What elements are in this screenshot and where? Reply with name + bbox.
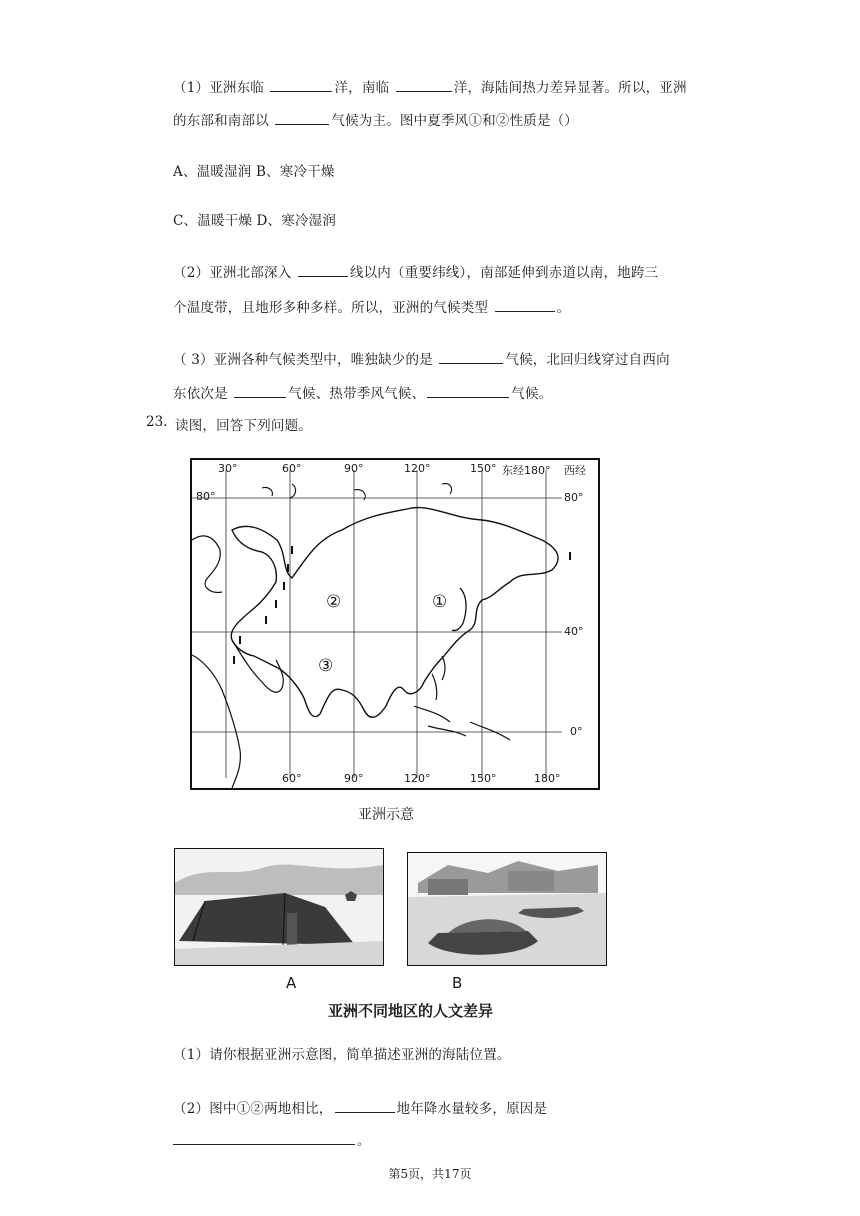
asia-map-graphic xyxy=(192,460,598,788)
text: 地年降水量较多，原因是 xyxy=(396,1101,548,1117)
lon-label: 东经180° xyxy=(502,464,551,477)
lon-label: 120° xyxy=(404,772,431,785)
map-graticule xyxy=(192,470,562,778)
sea-islands xyxy=(414,656,510,740)
lon-label: 西经 xyxy=(564,464,586,477)
question-number: 23. xyxy=(146,414,168,430)
text: 线以内（重要纬线），南部延伸到赤道以南，地跨三 xyxy=(349,265,659,281)
marker-3: ③ xyxy=(318,656,334,676)
asia-coastline xyxy=(231,508,558,718)
q22-part2-line1 xyxy=(173,261,658,281)
lon-label: 180° xyxy=(534,772,561,785)
lat-label: 40° xyxy=(564,625,584,638)
question-prompt: 读图，回答下列问题。 xyxy=(175,418,312,434)
q22-options-cd: C、温暖干燥 D、寒冷湿润 xyxy=(173,213,337,229)
lon-label: 90° xyxy=(344,462,364,475)
q23-sub2-line1 xyxy=(173,1097,547,1117)
q22-options-ab: A、温暖湿润 B、寒冷干燥 xyxy=(173,164,335,180)
lon-label: 150° xyxy=(470,462,497,475)
text: 东依次是 xyxy=(173,386,233,402)
text: 。 xyxy=(357,1133,371,1149)
text: （1）亚洲东临 xyxy=(173,80,269,96)
europe-outline xyxy=(192,536,222,592)
answer-blank[interactable] xyxy=(173,1132,355,1145)
text: （2）亚洲北部深入 xyxy=(173,265,296,281)
lon-label: 90° xyxy=(344,772,364,785)
lon-label: 120° xyxy=(404,462,431,475)
text: 个温度带，且地形多种多样。所以，亚洲的气候类型 xyxy=(173,300,493,316)
text: 。 xyxy=(556,300,571,316)
answer-blank[interactable] xyxy=(495,299,555,312)
photos-caption: 亚洲不同地区的人文差异 xyxy=(328,1002,494,1020)
page-footer: 第5页，共17页 xyxy=(388,1167,472,1181)
text: （ 3）亚洲各种气候类型中，唯独缺少的是 xyxy=(173,352,438,368)
text: 洋，海陆间热力差异显著。所以，亚洲 xyxy=(453,80,687,96)
answer-blank[interactable] xyxy=(427,385,509,398)
q23-sub1: （1）请你根据亚洲示意图，简单描述亚洲的海陆位置。 xyxy=(173,1047,511,1063)
text: 气候，北回归线穿过自西向 xyxy=(505,352,670,368)
answer-blank[interactable] xyxy=(270,79,332,92)
q22-part1-line1 xyxy=(173,76,687,96)
q22-part1-line2 xyxy=(173,109,578,129)
text: 气候为主。图中夏季风①和②性质是（） xyxy=(331,113,579,129)
africa-outline xyxy=(192,655,240,788)
answer-blank[interactable] xyxy=(275,112,329,125)
text: （2）图中①②两地相比， xyxy=(173,1101,333,1117)
arctic-islands xyxy=(262,484,452,500)
photo-b-water-village xyxy=(407,852,607,966)
lon-label: 60° xyxy=(282,772,302,785)
text: 的东部和南部以 xyxy=(173,113,274,129)
text: 洋，南临 xyxy=(334,80,394,96)
lon-label: 60° xyxy=(282,462,302,475)
tent-illustration xyxy=(175,849,383,965)
q22-part3-line2 xyxy=(173,382,552,402)
photo-a-label: A xyxy=(286,974,297,992)
lat-label: 0° xyxy=(570,725,583,738)
marker-1: ① xyxy=(432,592,448,612)
photo-b-label: B xyxy=(452,974,463,992)
answer-blank[interactable] xyxy=(396,79,452,92)
text: 气候、热带季风气候、 xyxy=(288,386,426,402)
answer-blank[interactable] xyxy=(439,351,503,364)
q22-part3-line1 xyxy=(173,348,670,368)
marker-2: ② xyxy=(326,592,342,612)
answer-blank[interactable] xyxy=(234,385,286,398)
answer-blank[interactable] xyxy=(335,1100,395,1113)
lon-label: 150° xyxy=(470,772,497,785)
answer-blank[interactable] xyxy=(298,264,348,277)
text: 气候。 xyxy=(511,386,553,402)
asia-map xyxy=(190,458,600,790)
boat-illustration xyxy=(408,853,606,965)
japan-outline xyxy=(452,588,466,631)
photo-a-nomad-tent xyxy=(174,848,384,966)
q23-sub2-line2 xyxy=(173,1129,371,1149)
lat-label: 80° xyxy=(564,491,584,504)
lon-label: 30° xyxy=(218,462,238,475)
q22-part2-line2 xyxy=(173,296,570,316)
map-caption: 亚洲示意 xyxy=(358,807,414,823)
lat-label: 80° xyxy=(196,490,216,503)
